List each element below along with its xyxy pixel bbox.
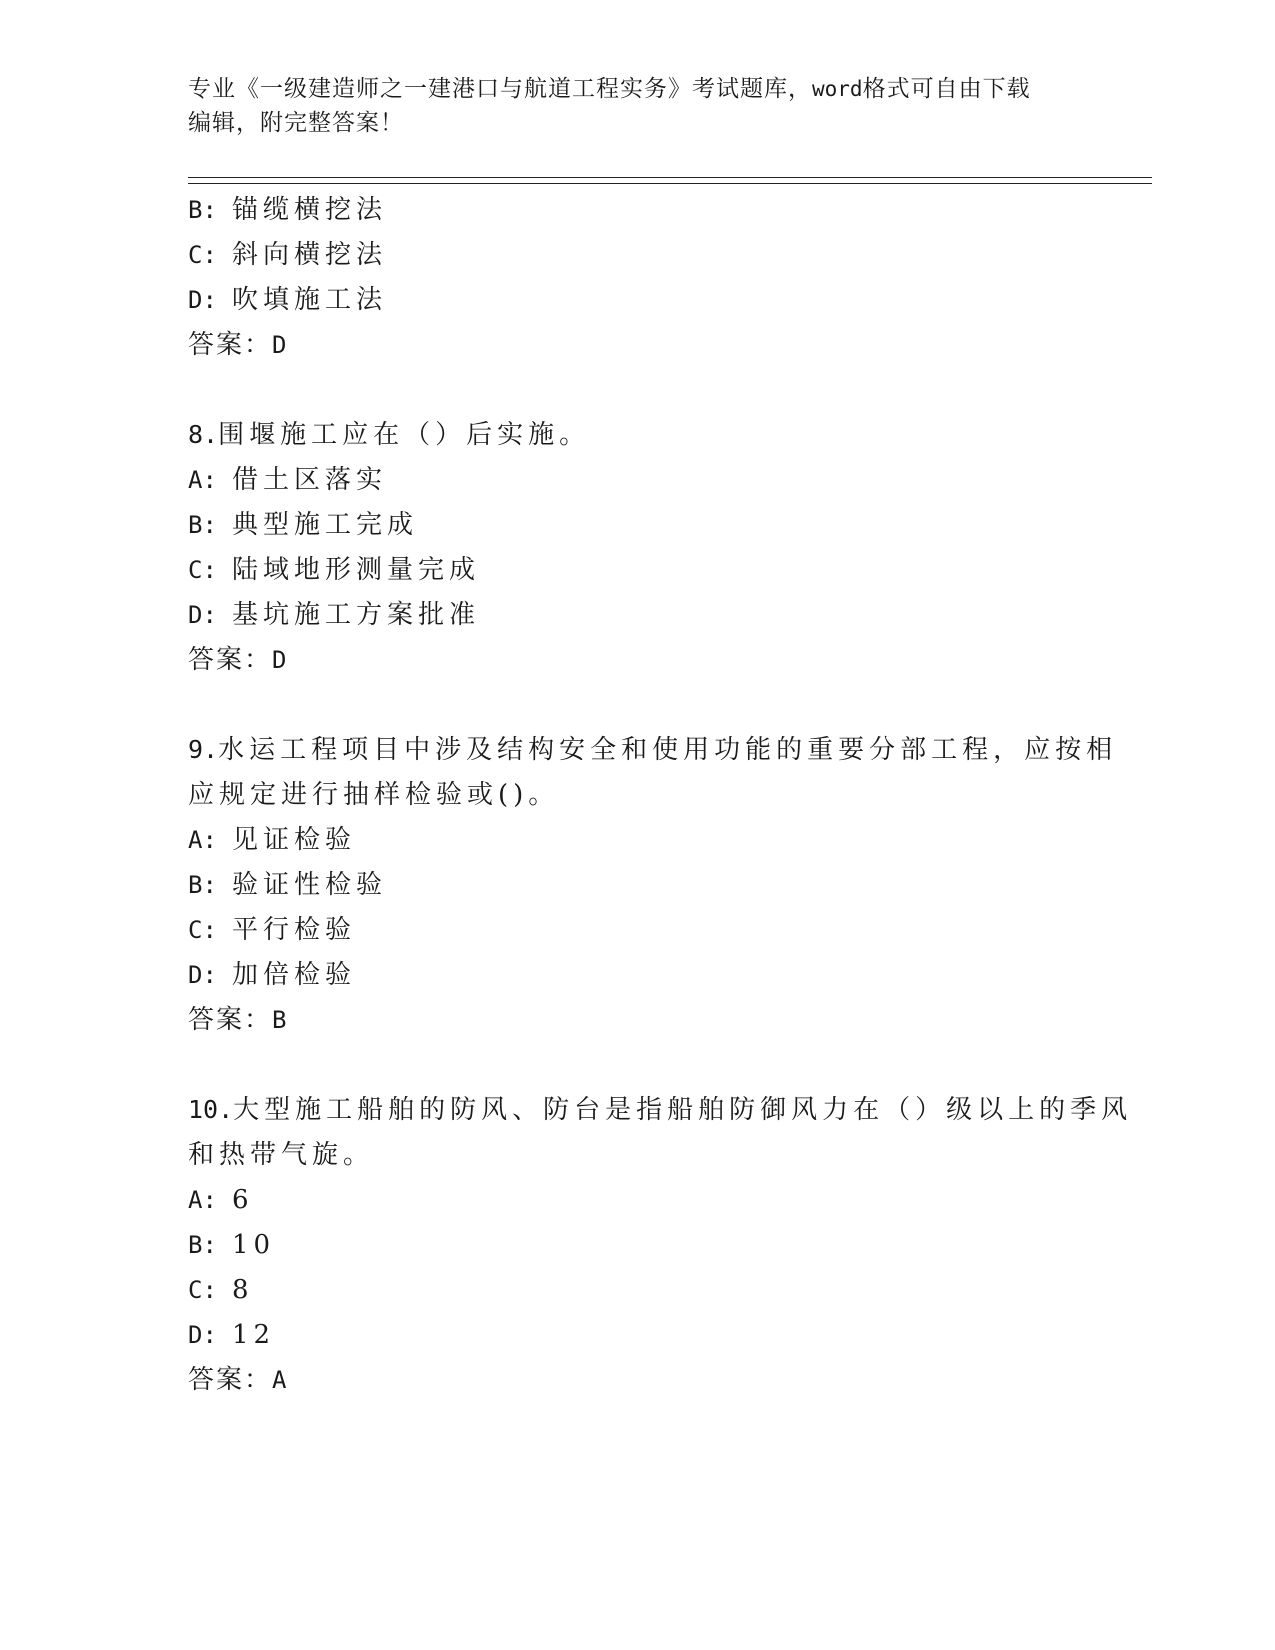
q7-option-b: B: 锚缆横挖法 xyxy=(188,195,388,225)
q10-option-b: B: 10 xyxy=(188,1230,276,1260)
q10-stem-line-1: 10.大型施工船舶的防风、防台是指船舶防御风力在（）级以上的季风 xyxy=(188,1095,1133,1125)
q9-option-c: C: 平行检验 xyxy=(188,915,357,945)
q10-stem-line-2: 和热带气旋。 xyxy=(188,1140,375,1170)
header-divider-bottom xyxy=(188,183,1152,184)
header-line-2: 编辑，附完整答案！ xyxy=(188,110,404,136)
q10-answer: 答案：A xyxy=(188,1365,289,1395)
q8-stem: 8.围堰施工应在（）后实施。 xyxy=(188,420,591,450)
q7-option-c: C: 斜向横挖法 xyxy=(188,240,388,270)
q9-stem-line-1: 9.水运工程项目中涉及结构安全和使用功能的重要分部工程，应按相 xyxy=(188,735,1118,765)
q8-option-c: C: 陆域地形测量完成 xyxy=(188,555,481,585)
q9-option-b: B: 验证性检验 xyxy=(188,870,388,900)
q10-option-a: A: 6 xyxy=(188,1185,254,1215)
q9-option-d: D: 加倍检验 xyxy=(188,960,357,990)
q9-option-a: A: 见证检验 xyxy=(188,825,357,855)
q7-option-d: D: 吹填施工法 xyxy=(188,285,388,315)
q7-answer: 答案：D xyxy=(188,330,289,360)
document-header xyxy=(188,72,1068,140)
q8-answer: 答案：D xyxy=(188,645,289,675)
q10-option-c: C: 8 xyxy=(188,1275,254,1305)
q8-option-d: D: 基坑施工方案批准 xyxy=(188,600,481,630)
q8-option-b: B: 典型施工完成 xyxy=(188,510,419,540)
header-line-1: 专业《一级建造师之一建港口与航道工程实务》考试题库，word格式可自由下载 xyxy=(188,76,1031,102)
q9-answer: 答案：B xyxy=(188,1005,289,1035)
q8-option-a: A: 借土区落实 xyxy=(188,465,388,495)
header-divider-top xyxy=(188,177,1152,178)
q9-stem-line-2: 应规定进行抽样检验或()。 xyxy=(188,780,560,810)
q10-option-d: D: 12 xyxy=(188,1320,276,1350)
